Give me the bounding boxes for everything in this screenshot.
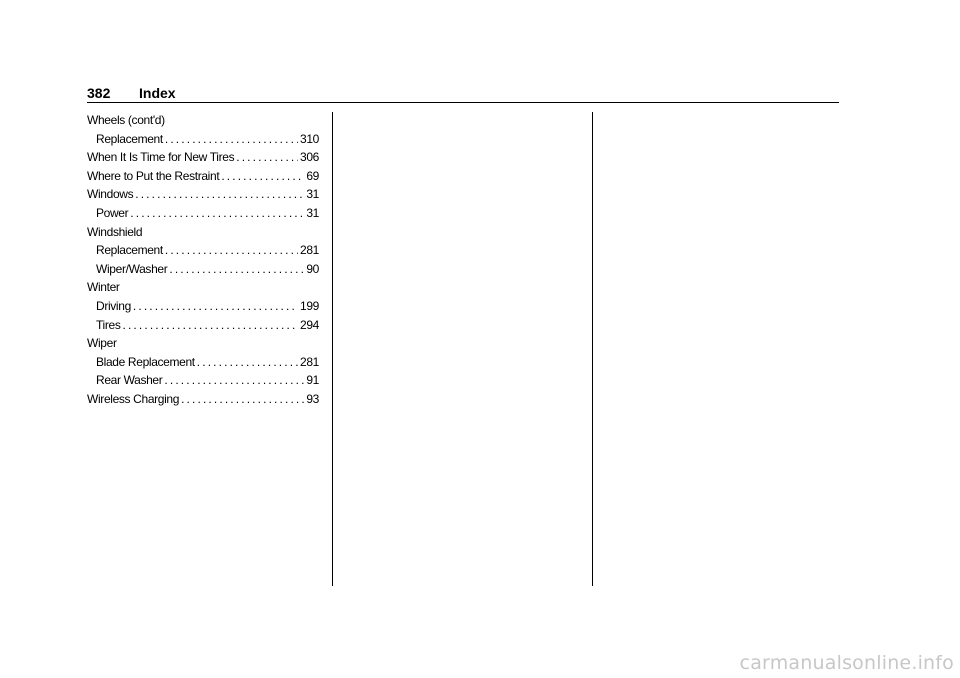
index-term: Windshield (87, 224, 143, 239)
index-subentry (87, 260, 319, 279)
index-subentry (87, 204, 319, 223)
index-term: Driving (96, 298, 131, 313)
dot-leader (164, 371, 304, 390)
index-term: Where to Put the Restraint (87, 168, 220, 183)
header-rule (87, 102, 839, 103)
index-entry (87, 185, 319, 204)
index-term: Power (96, 205, 129, 220)
index-subentry (87, 371, 319, 390)
index-term: Winter (87, 280, 120, 295)
index-term: Replacement (96, 131, 163, 146)
index-subentry (87, 353, 319, 372)
index-entry (87, 148, 319, 167)
index-page-number: 199 (300, 298, 319, 313)
index-page-number: 281 (300, 243, 319, 258)
index-term: When It Is Time for New Tires (87, 150, 235, 165)
index-term: Replacement (96, 243, 163, 258)
index-term: Wheels (cont'd) (87, 113, 165, 127)
dot-leader (130, 204, 304, 223)
page-header (87, 84, 839, 104)
dot-leader (181, 390, 304, 409)
dot-leader (133, 297, 298, 316)
index-entry (87, 167, 319, 186)
index-entry (87, 223, 319, 242)
watermark: carmanualsonline.info (739, 652, 954, 674)
section-title: Index (139, 85, 176, 101)
index-term: Wiper (87, 336, 117, 351)
index-page-number: 306 (300, 150, 319, 165)
index-subentry (87, 316, 319, 335)
index-entry (87, 111, 319, 130)
index-term: Tires (96, 317, 121, 332)
index-column (87, 111, 319, 409)
page-number: 382 (87, 85, 111, 101)
index-page-number: 91 (306, 373, 319, 388)
index-subentry (87, 130, 319, 149)
index-page-number: 31 (306, 205, 319, 220)
index-page-number: 310 (300, 131, 319, 146)
dot-leader (197, 353, 298, 372)
index-page-number: 90 (306, 261, 319, 276)
dot-leader (236, 148, 298, 167)
index-entry (87, 390, 319, 409)
dot-leader (135, 185, 304, 204)
dot-leader (221, 167, 304, 186)
column-divider-2 (592, 112, 593, 586)
index-term: Wiper/Washer (96, 261, 168, 276)
index-subentry (87, 297, 319, 316)
dot-leader (165, 130, 298, 149)
index-term: Blade Replacement (96, 354, 195, 369)
dot-leader (165, 241, 298, 260)
column-divider-1 (332, 112, 333, 586)
index-page-number: 31 (306, 187, 319, 202)
index-subentry (87, 241, 319, 260)
index-page-number: 93 (306, 391, 319, 406)
dot-leader (169, 260, 304, 279)
index-page-number: 281 (300, 354, 319, 369)
index-term: Windows (87, 187, 134, 202)
index-page-number: 294 (300, 317, 319, 332)
index-page-number: 69 (306, 168, 319, 183)
index-term: Wireless Charging (87, 391, 180, 406)
index-term: Rear Washer (96, 373, 163, 388)
index-entry (87, 334, 319, 353)
index-entry (87, 278, 319, 297)
dot-leader (122, 316, 298, 335)
